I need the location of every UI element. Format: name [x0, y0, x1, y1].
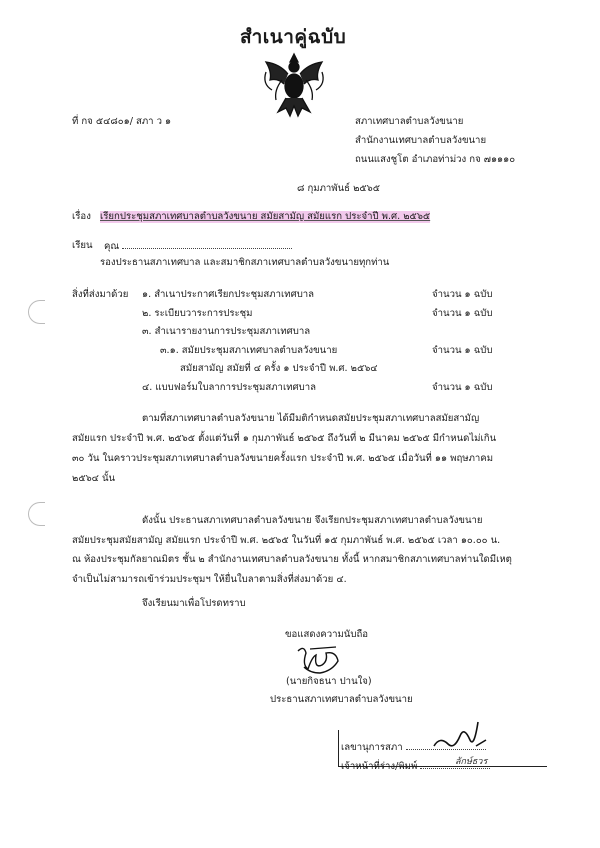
enclosure-qty-3-1: จำนวน ๑ ฉบับ	[432, 345, 493, 356]
salutation-name	[104, 240, 304, 253]
enclosure-item-1: ๑. สำเนาประกาศเรียกประชุมสภาเทศบาล	[142, 289, 315, 300]
enclosure-qty-2: จำนวน ๑ ฉบับ	[432, 308, 493, 319]
paragraph-1-line-2: สมัยแรก ประจำปี พ.ศ. ๒๕๖๕ ตั้งแต่วันที่ ๑ กุมภาพันธ์ ๒๕๖๕ ถึงวันที่ ๒ มีนาคม ๒๕๖๕ มีกำหนดไม่เกิน	[72, 433, 497, 444]
enclosure-item-3-1: ๓.๑. สมัยประชุมสภาเทศบาลตำบลวังขนาย	[160, 345, 338, 356]
document-number: ที่ กจ ๕๔๘๐๑/ สภา ว ๑	[72, 116, 172, 127]
chairman-signature-icon	[292, 643, 352, 677]
enclosure-item-3: ๓. สำเนารายงานการประชุมสภาเทศบาล	[142, 326, 311, 337]
document-stamp-title: สำเนาคู่ฉบับ	[240, 26, 347, 48]
enclosure-item-2: ๒. ระเบียบวาระการประชุม	[142, 308, 253, 319]
enclosures-label: สิ่งที่ส่งมาด้วย	[72, 289, 129, 300]
enclosure-item-4: ๔. แบบฟอร์มใบลาการประชุมสภาเทศบาล	[142, 382, 316, 393]
closing-regards: ขอแสดงความนับถือ	[285, 629, 369, 640]
document-date: ๘ กุมภาพันธ์ ๒๕๖๕	[297, 183, 381, 194]
salutation-name-text: คุณ	[104, 241, 120, 252]
secretary-text: เลขานุการสภา	[341, 742, 403, 753]
drafter-signature: ลักษ์ธวร	[455, 757, 488, 767]
paragraph-2-line-4: จำเป็นไม่สามารถเข้าร่วมประชุมฯ ให้ยื่นใบลาตามสิ่งที่ส่งมาด้วย ๔.	[72, 574, 347, 585]
drafter-text: เจ้าหน้าที่ร่าง/พิมพ์	[341, 761, 418, 772]
salutation-dotted-line	[122, 240, 292, 249]
org-name: สภาเทศบาลตำบลวังขนาย	[355, 116, 464, 127]
binder-hole-mark	[28, 300, 45, 324]
salutation-recipients: รองประธานสภาเทศบาล และสมาชิกสภาเทศบาลตำบลวังขนายทุกท่าน	[100, 257, 390, 268]
paragraph-1-line-1: ตามที่สภาเทศบาลตำบลวังขนาย ได้มีมติกำหนดสมัยประชุมสภาเทศบาลสมัยสามัญ	[142, 413, 480, 424]
paragraph-2-line-2: สมัยประชุมสมัยสามัญ สมัยแรก ประจำปี พ.ศ. ๒๕๖๕ ในวันที่ ๑๕ กุมภาพันธ์ พ.ศ. ๒๕๖๕ เวลา ๑๐.๐๐ น.	[72, 535, 501, 546]
paragraph-1-line-4: ๒๕๖๔ นั้น	[72, 473, 116, 484]
paragraph-1-line-3: ๓๐ วัน ในคราวประชุมสภาเทศบาลตำบลวังขนายครั้งแรก ประจำปี พ.ศ. ๒๕๖๕ เมื่อวันที่ ๑๑ พฤษภาคม	[72, 453, 494, 464]
binder-hole-mark	[28, 502, 45, 526]
enclosure-item-3-1-detail: สมัยสามัญ สมัยที่ ๔ ครั้ง ๑ ประจำปี พ.ศ. ๒๕๖๔	[180, 363, 378, 374]
garuda-emblem-icon	[260, 50, 328, 122]
enclosure-qty-4: จำนวน ๑ ฉบับ	[432, 382, 493, 393]
org-office: สำนักงานเทศบาลตำบลวังขนาย	[355, 135, 487, 146]
salutation-label: เรียน	[72, 240, 93, 251]
secretary-signature-icon	[430, 716, 490, 756]
subject-label: เรื่อง	[72, 211, 91, 222]
paragraph-2-line-1: ดังนั้น ประธานสภาเทศบาลตำบลวังขนาย จึงเรียกประชุมสภาเทศบาลตำบลวังขนาย	[142, 515, 483, 526]
chairman-name: (นายกิจธนา ปานใจ)	[286, 676, 372, 687]
chairman-position: ประธานสภาเทศบาลตำบลวังขนาย	[270, 694, 413, 705]
closing-request: จึงเรียนมาเพื่อโปรดทราบ	[142, 598, 246, 609]
org-address: ถนนแสงชูโต อำเภอท่าม่วง กจ ๗๑๑๑๐	[355, 154, 516, 165]
subject-text: เรียกประชุมสภาเทศบาลตำบลวังขนาย สมัยสามัญ สมัยแรก ประจำปี พ.ศ. ๒๕๖๕	[100, 211, 431, 222]
enclosure-qty-1: จำนวน ๑ ฉบับ	[432, 289, 493, 300]
paragraph-2-line-3: ณ ห้องประชุมกัลยาณมิตร ชั้น ๒ สำนักงานเทศบาลตำบลวังขนาย ทั้งนี้ หากสมาชิกสภาเทศบาลท่านใดมีเหตุ	[72, 554, 512, 565]
